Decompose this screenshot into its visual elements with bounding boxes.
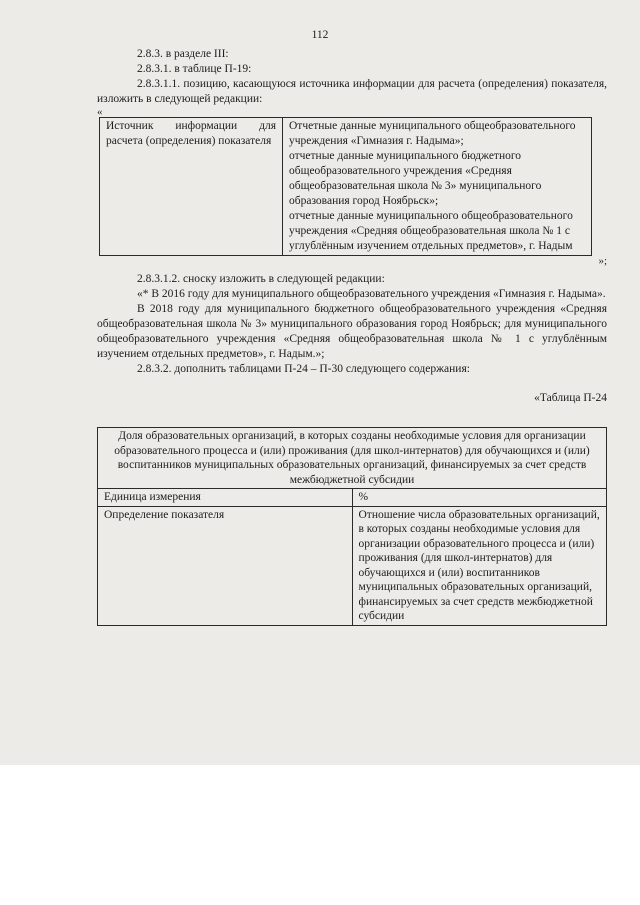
indicator-title: Доля образовательных организаций, в которых созданы необходимые условия для организации образовательного процесса и (или) проживания (для школ-интернатов) для обучающихся и (или) воспитанников муниципальных образовательных организаций, финансируемых за счет средств межбюджетной субсидии	[98, 428, 607, 489]
unit-label: Единица измерения	[98, 489, 353, 507]
page-number: 112	[311, 29, 329, 41]
source-info-table	[99, 117, 592, 256]
source-info-label: Источник информации для расчета (определения) показателя	[100, 118, 283, 256]
section-2-8-3-1-2: 2.8.3.1.2. сноску изложить в следующей редакции:	[137, 273, 385, 285]
unit-value: %	[352, 489, 607, 507]
document-body	[97, 47, 607, 626]
indicator-table	[97, 427, 607, 626]
footnote-paragraph-1: «* В 2016 году для муниципального общеобразовательного учреждения «Гимназия г. Надыма».	[137, 288, 606, 300]
table-row	[100, 118, 592, 256]
closing-quote: »;	[598, 255, 607, 267]
section-2-8-3: 2.8.3. в разделе III:	[137, 48, 229, 60]
section-2-8-3-2: 2.8.3.2. дополнить таблицами П-24 – П-30 следующего содержания:	[137, 363, 470, 375]
table-row	[98, 428, 607, 489]
opening-quote: «	[97, 106, 103, 118]
table-row	[98, 506, 607, 625]
footnote-paragraph-2: В 2018 году для муниципального бюджетного общеобразовательного учреждения «Средняя общеобразовательная школа № 3» муниципального образования город Ноябрьск; для муниципального общеобразовательного учреждения «Средняя общеобразовательная школа № 1 с углублённым изучением отдельных предметов», г. Надым.»;	[97, 303, 607, 360]
section-2-8-3-1-1: 2.8.3.1.1. позицию, касающуюся источника информации для расчета (определения) показателя, изложить в следующей редакции:	[97, 78, 607, 105]
table-row	[98, 489, 607, 507]
definition-label: Определение показателя	[98, 506, 353, 625]
definition-value: Отношение числа образовательных организаций, в которых созданы необходимые условия для организации образовательного процесса и (или) проживания (для школ-интернатов) для обучающихся и (или) воспитанников муниципальных образовательных организаций, финансируемых за счет средств межбюджетной субсидии	[352, 506, 607, 625]
table-label: «Таблица П-24	[534, 392, 607, 404]
section-2-8-3-1: 2.8.3.1. в таблице П-19:	[137, 63, 252, 75]
source-info-value: Отчетные данные муниципального общеобразовательного учреждения «Гимназия г. Надыма»; отчетные данные муниципального бюджетного общеобразовательного учреждения «Средняя общеобразовательная школа № 3» муниципального образования город Ноябрьск»; отчетные данные муниципального общеобразовательного учреждения «Средняя общеобразовательная школа № 1 с углублённым изучением отдельных предметов», г. Надым	[283, 118, 592, 256]
